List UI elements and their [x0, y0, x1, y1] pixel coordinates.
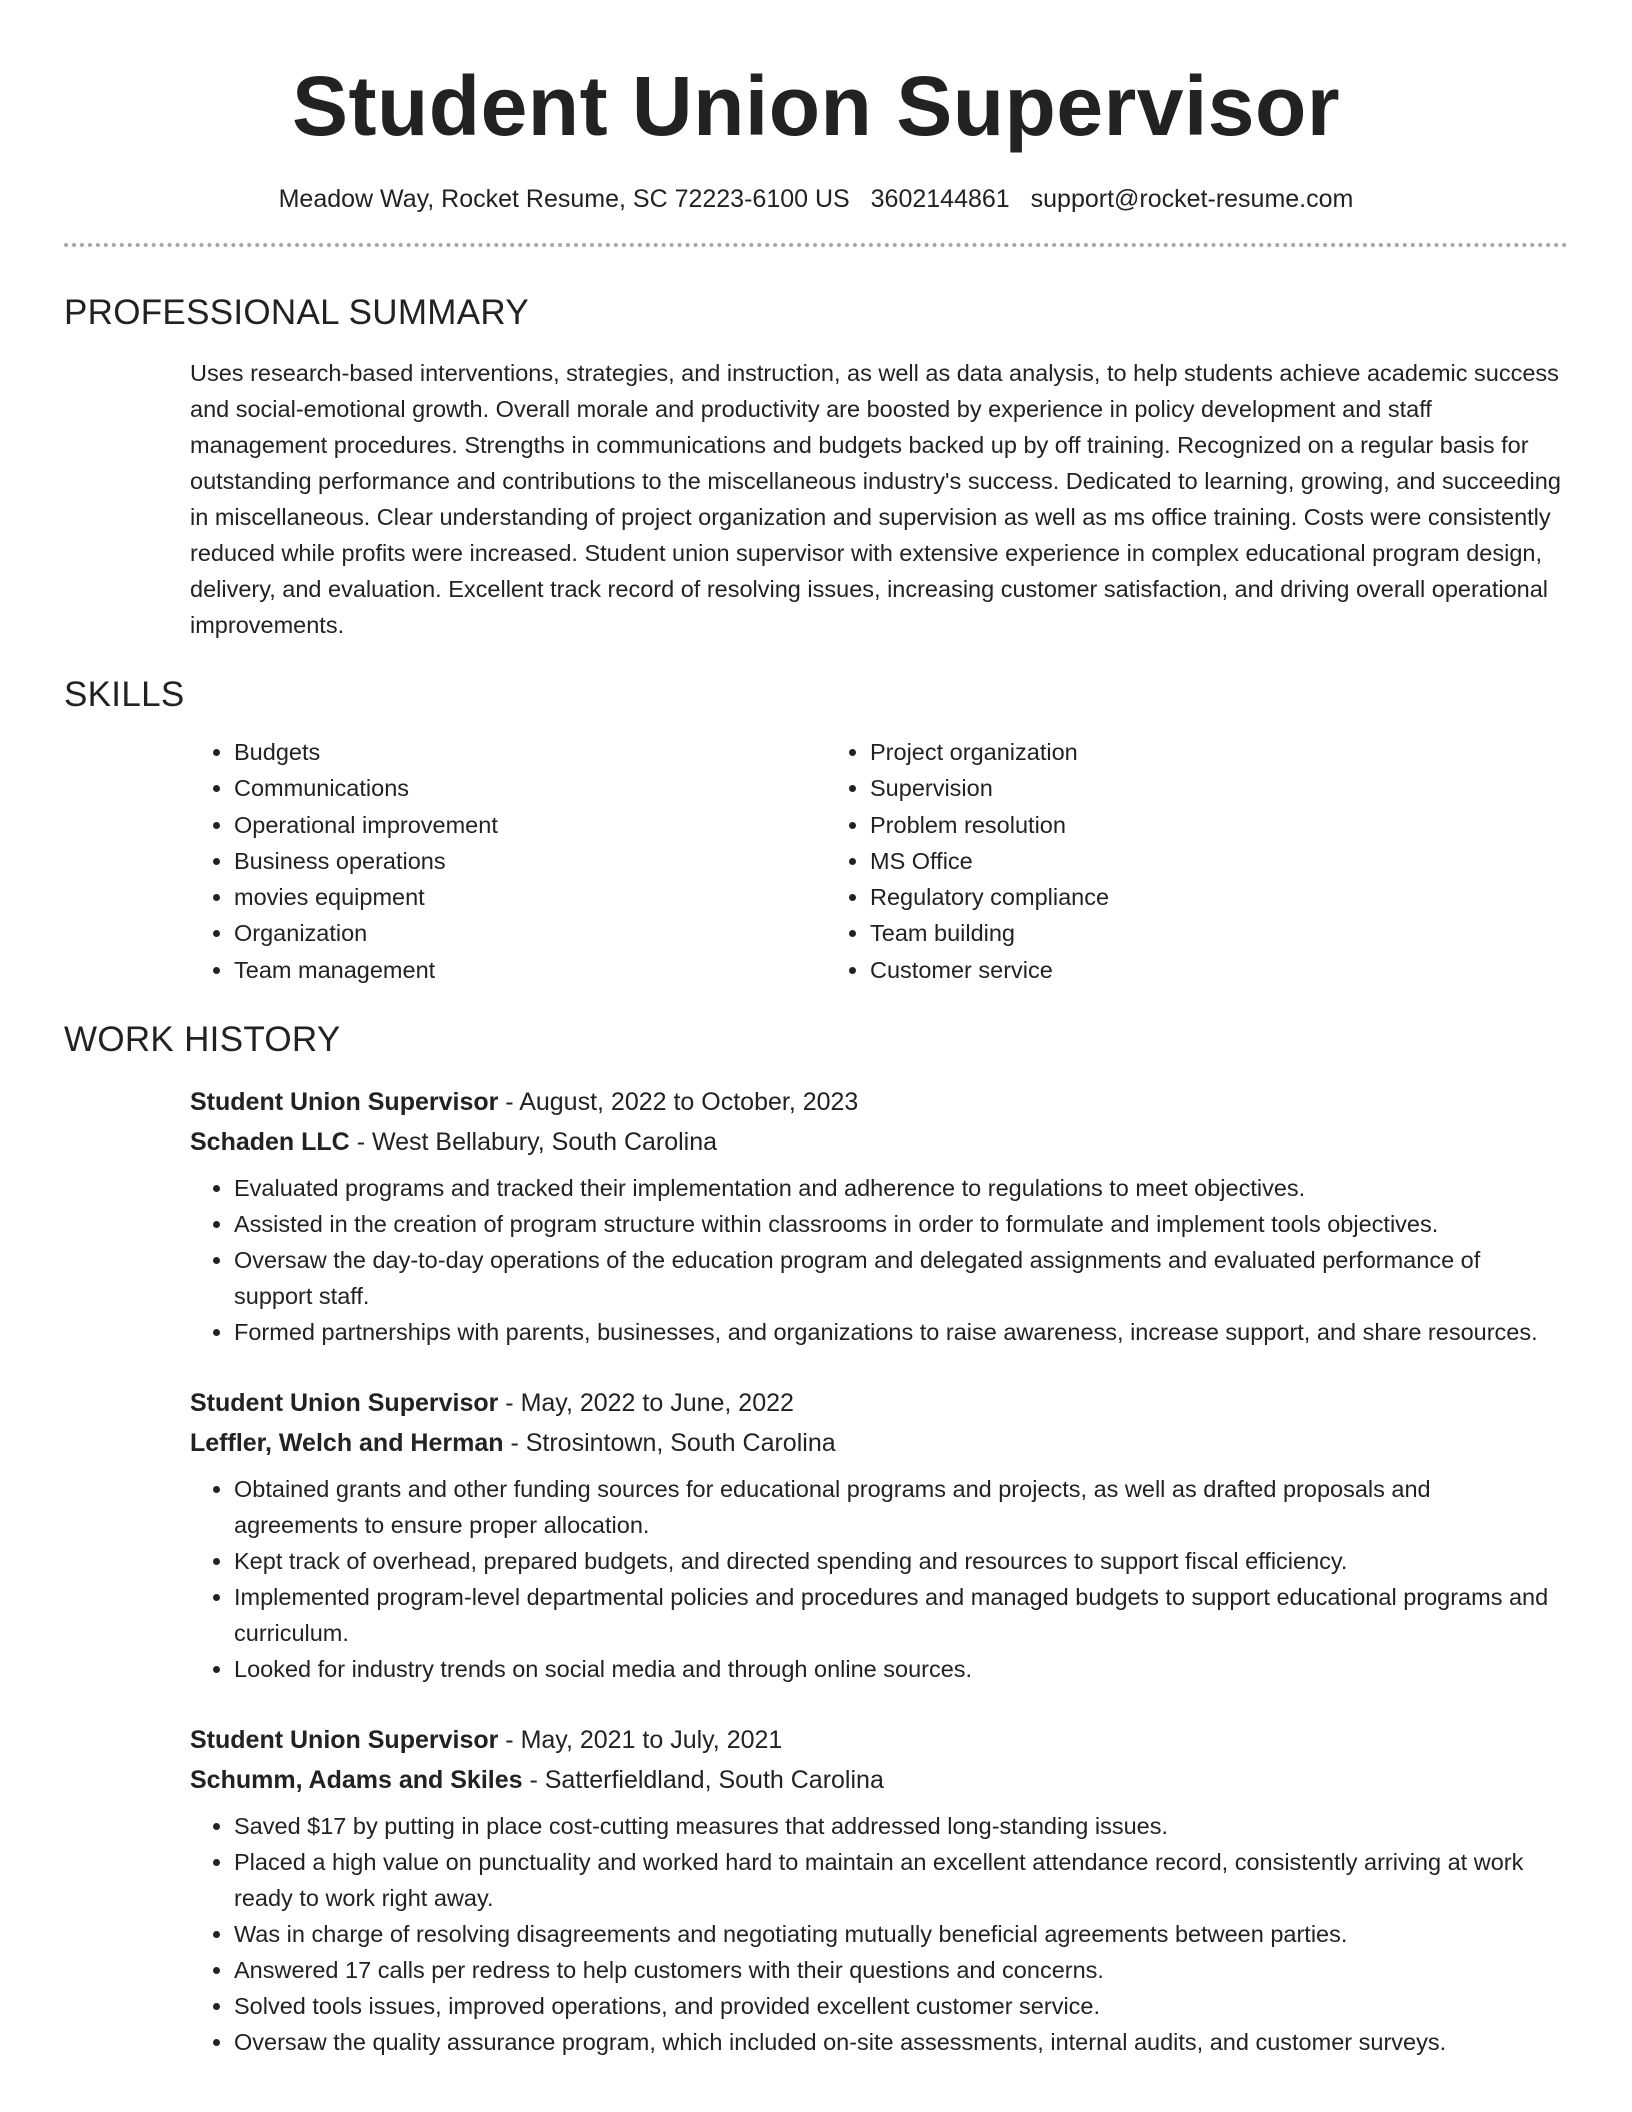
job-bullet: • Formed partnerships with parents, businesses, and organizations to raise awareness, increase support, and share resources. [234, 1314, 1568, 1350]
header-divider [64, 243, 1568, 247]
skills-columns [190, 734, 1568, 988]
resume-header [64, 0, 1568, 216]
summary-text: Uses research-based interventions, strategies, and instruction, as well as data analysis, to help students achieve academic success and social-emotional growth. Overall morale and productivity are boosted by experience in policy development and staff management procedures. Strengths in communications and budgets backed up by off training. Recognized on a regular basis for outstanding performance and contributions to the miscellaneous industry's success. Dedicated to learning, growing, and succeeding in miscellaneous. Clear understanding of project organization and supervision as well as ms office training. Costs were consistently reduced while profits were increased. Student union supervisor with extensive experience in complex educational program design, delivery, and evaluation. Excellent track record of resolving issues, increasing customer satisfaction, and driving overall operational improvements. [190, 360, 1561, 638]
job-company-line [190, 1122, 1568, 1162]
skill-item: • MS Office [870, 843, 1526, 879]
job-bullet: • Assisted in the creation of program structure within classrooms in order to formulate and implement tools objectives. [234, 1206, 1568, 1242]
job-bullet: • Oversaw the quality assurance program, which included on-site assessments, internal audits, and customer surveys. [234, 2024, 1568, 2060]
contact-email: support@rocket-resume.com [1030, 185, 1354, 213]
job-bullets [190, 1170, 1568, 1350]
contact-address: Meadow Way, Rocket Resume, SC 72223-6100 US [278, 185, 850, 213]
skill-item: • Problem resolution [870, 807, 1526, 843]
job-dates: - August, 2022 to October, 2023 [498, 1088, 859, 1117]
job-dates: - May, 2021 to July, 2021 [498, 1726, 783, 1755]
job-bullets [190, 1808, 1568, 2060]
skill-item: • Budgets [234, 734, 826, 770]
job-company: Schaden LLC [190, 1128, 350, 1157]
job-company-line [190, 1423, 1568, 1463]
work-history-heading: WORK HISTORY [64, 1020, 341, 1060]
job-bullets [190, 1471, 1568, 1687]
job-entry [190, 1082, 1568, 1350]
contact-phone: 3602144861 [870, 185, 1010, 213]
job-role: Student Union Supervisor [190, 1726, 499, 1755]
job-bullet: • Answered 17 calls per redress to help customers with their questions and concerns. [234, 1952, 1568, 1988]
skills-list-right [826, 734, 1526, 988]
job-dates: - May, 2022 to June, 2022 [498, 1389, 794, 1418]
contact-line [64, 182, 1568, 216]
skill-item: • Operational improvement [234, 807, 826, 843]
job-bullet: • Solved tools issues, improved operations, and provided excellent customer service. [234, 1988, 1568, 2024]
job-bullet: • Implemented program-level departmental policies and procedures and managed budgets to support educational programs and curriculum. [234, 1579, 1568, 1651]
skills-heading: SKILLS [64, 675, 185, 714]
job-title-line [190, 1383, 1568, 1423]
summary-heading: PROFESSIONAL SUMMARY [64, 293, 529, 332]
resume-name: Student Union Supervisor [291, 59, 1341, 153]
skills-section [64, 673, 1568, 988]
skill-item: • Business operations [234, 843, 826, 879]
skill-item: • Team building [870, 915, 1526, 951]
skill-item: • Regulatory compliance [870, 879, 1526, 915]
job-bullet: • Looked for industry trends on social media and through online sources. [234, 1651, 1568, 1687]
skill-item: • Team management [234, 952, 826, 988]
job-bullet: • Placed a high value on punctuality and worked hard to maintain an excellent attendance record, consistently arriving at work ready to work right away. [234, 1844, 1568, 1916]
job-location: - Satterfieldland, South Carolina [522, 1766, 884, 1795]
skill-item: • movies equipment [234, 879, 826, 915]
skill-item: • Communications [234, 770, 826, 806]
job-role: Student Union Supervisor [190, 1088, 499, 1117]
job-role: Student Union Supervisor [190, 1389, 499, 1418]
job-company: Leffler, Welch and Herman [190, 1429, 504, 1458]
job-location: - West Bellabury, South Carolina [349, 1128, 718, 1157]
skill-item: • Supervision [870, 770, 1526, 806]
job-company-line [190, 1760, 1568, 1800]
job-bullet: • Evaluated programs and tracked their implementation and adherence to regulations to meet objectives. [234, 1170, 1568, 1206]
job-entry [190, 1383, 1568, 1687]
job-entry [190, 1720, 1568, 2060]
job-bullet: • Was in charge of resolving disagreements and negotiating mutually beneficial agreements between parties. [234, 1916, 1568, 1952]
job-company: Schumm, Adams and Skiles [190, 1766, 523, 1795]
skills-list-left [190, 734, 826, 988]
job-title-line [190, 1720, 1568, 1760]
skill-item: • Organization [234, 915, 826, 951]
skill-item: • Customer service [870, 952, 1526, 988]
work-history-section [64, 1018, 1568, 2060]
job-location: - Strosintown, South Carolina [503, 1429, 836, 1458]
job-title-line [190, 1082, 1568, 1122]
job-bullet: • Saved $17 by putting in place cost-cutting measures that addressed long-standing issues. [234, 1808, 1568, 1844]
summary-section [64, 291, 1568, 643]
job-bullet: • Obtained grants and other funding sources for educational programs and projects, as well as drafted proposals and agreements to ensure proper allocation. [234, 1471, 1568, 1543]
job-bullet: • Oversaw the day-to-day operations of the education program and delegated assignments and evaluated performance of support staff. [234, 1242, 1568, 1314]
skill-item: • Project organization [870, 734, 1526, 770]
job-bullet: • Kept track of overhead, prepared budgets, and directed spending and resources to support fiscal efficiency. [234, 1543, 1568, 1579]
